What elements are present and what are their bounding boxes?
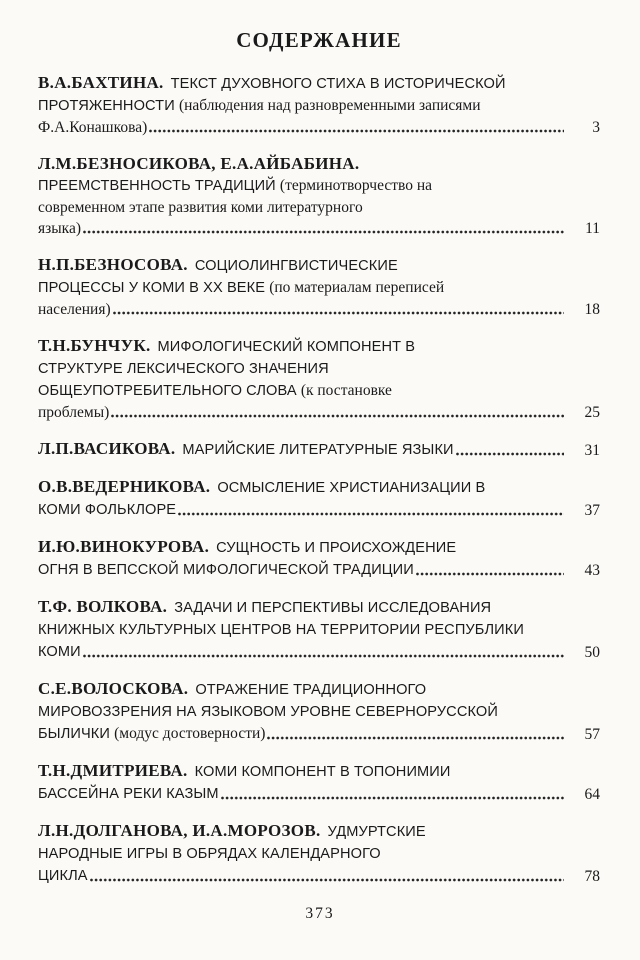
toc-entry: [38, 438, 600, 461]
toc-line-text: [38, 783, 219, 805]
entry-title-segment: Ф.А.Конашкова): [38, 119, 148, 136]
toc-line: [38, 197, 600, 218]
toc-entry: [38, 760, 600, 805]
toc-line: [38, 117, 600, 138]
toc-line-text: [38, 218, 81, 239]
dot-leader: [178, 512, 564, 516]
toc-line: [38, 358, 600, 380]
toc-entry: [38, 820, 600, 887]
entry-page-number: 31: [584, 442, 600, 459]
entry-page-number: 78: [584, 868, 600, 885]
entry-title-segment: ОГНЯ В ВЕПССКОЙ МИФОЛОГИЧЕСКОЙ ТРАДИЦИИ: [38, 562, 414, 578]
entry-title-segment: НАРОДНЫЕ ИГРЫ В ОБРЯДАХ КАЛЕНДАРНОГО: [38, 846, 381, 862]
entry-title-segment: ОСМЫСЛЕНИЕ ХРИСТИАНИЗАЦИИ В: [217, 480, 486, 496]
toc-line: [38, 760, 600, 783]
toc-line: [38, 72, 600, 95]
toc-line-text: [38, 360, 329, 377]
toc-entry: [38, 254, 600, 320]
entry-title-segment: ЦИКЛА: [38, 868, 88, 884]
entry-title-segment: ОБЩЕУПОТРЕБИТЕЛЬНОГО СЛОВА: [38, 383, 301, 399]
entry-title-segment: БАССЕЙНА РЕКИ КАЗЫМ: [38, 786, 219, 802]
entry-author: Т.Ф. ВОЛКОВА.: [38, 597, 168, 616]
entry-author: В.А.БАХТИНА.: [38, 73, 164, 92]
entry-title-segment: (по материалам переписей: [269, 279, 445, 296]
toc-line: [38, 596, 600, 619]
page-title: СОДЕРЖАНИЕ: [236, 28, 402, 52]
toc-line-text: [38, 97, 481, 114]
toc-line: [38, 277, 600, 299]
entry-title-segment: БЫЛИЧКИ: [38, 726, 115, 742]
toc-line-text: [38, 438, 454, 461]
entry-page-number: 3: [592, 119, 600, 136]
toc-entry: [38, 153, 600, 239]
entry-page-number: 50: [584, 644, 600, 661]
toc-line: [38, 865, 600, 887]
toc-entry: [38, 335, 600, 423]
entry-title-segment: населения): [38, 301, 111, 318]
entry-author: Т.Н.БУНЧУК.: [38, 336, 151, 355]
toc-line: [38, 619, 600, 641]
toc-line-text: [38, 177, 432, 194]
entry-page-number: 11: [585, 220, 600, 237]
toc-line-text: [38, 75, 506, 92]
toc-list: [38, 72, 600, 887]
entry-title-segment: ПРЕЕМСТВЕННОСТЬ ТРАДИЦИЙ: [38, 178, 280, 194]
toc-line: [38, 299, 600, 320]
toc-entry: [38, 476, 600, 521]
toc-line-text: [38, 823, 426, 840]
toc-line-text: [38, 279, 444, 296]
footer-page-number: 373: [305, 905, 335, 922]
toc-line-text: [38, 402, 109, 423]
entry-author: С.Е.ВОЛОСКОВА.: [38, 679, 189, 698]
toc-line-text: [38, 479, 485, 496]
entry-title-segment: ПРОТЯЖЕННОСТИ: [38, 98, 179, 114]
entry-page-number: 25: [584, 404, 600, 421]
entry-title-segment: языка): [38, 220, 82, 237]
toc-line: [38, 95, 600, 117]
dot-leader: [221, 796, 564, 800]
toc-entry: [38, 596, 600, 663]
entry-title-segment: СОЦИОЛИНГВИСТИЧЕСКИЕ: [194, 258, 398, 274]
toc-line: [38, 254, 600, 277]
entry-title-segment: УДМУРТСКИЕ: [327, 824, 426, 840]
toc-entry: [38, 678, 600, 745]
toc-line: [38, 723, 600, 745]
toc-line-text: [38, 641, 81, 663]
toc-line: [38, 641, 600, 663]
entry-author: Л.Н.ДОЛГАНОВА, И.А.МОРОЗОВ.: [38, 821, 321, 840]
toc-line: [38, 559, 600, 581]
toc-line-text: [38, 117, 147, 138]
toc-entry: [38, 536, 600, 581]
entry-title-segment: (наблюдения над разновременными записями: [178, 97, 481, 114]
dot-leader: [90, 878, 564, 882]
toc-line-text: [38, 257, 398, 274]
entry-title-segment: КОМИ ФОЛЬКЛОРЕ: [38, 502, 177, 518]
toc-line-text: [38, 539, 456, 556]
toc-line: [38, 380, 600, 402]
entry-title-segment: современном этапе развития коми литературного: [38, 199, 363, 216]
entry-title-segment: МАРИЙСКИЕ ЛИТЕРАТУРНЫЕ ЯЗЫКИ: [182, 442, 454, 458]
toc-line-text: [38, 156, 366, 173]
toc-line: [38, 402, 600, 423]
entry-title-segment: (к постановке: [300, 382, 392, 399]
toc-line-text: [38, 559, 414, 581]
entry-author: Н.П.БЕЗНОСОВА.: [38, 255, 188, 274]
toc-line: [38, 536, 600, 559]
toc-line-text: [38, 845, 381, 862]
toc-line: [38, 701, 600, 723]
dot-leader: [113, 311, 564, 315]
toc-entry: [38, 72, 600, 138]
entry-author: О.В.ВЕДЕРНИКОВА.: [38, 477, 211, 496]
entry-page-number: 18: [584, 301, 600, 318]
entry-title-segment: проблемы): [38, 404, 110, 421]
entry-page-number: 37: [584, 502, 600, 519]
entry-title-segment: СУЩНОСТЬ И ПРОИСХОЖДЕНИЕ: [216, 540, 457, 556]
entry-title-segment: МИФОЛОГИЧЕСКИЙ КОМПОНЕНТ В: [157, 339, 416, 355]
entry-title-segment: КОМИ КОМПОНЕНТ В ТОПОНИМИИ: [194, 764, 451, 780]
dot-leader: [111, 414, 564, 418]
entry-title-segment: (модус достоверности): [114, 725, 266, 742]
entry-title-segment: МИРОВОЗЗРЕНИЯ НА ЯЗЫКОВОМ УРОВНЕ СЕВЕРНОРУССКОЙ: [38, 704, 498, 720]
toc-line-text: [38, 703, 498, 720]
entry-page-number: 57: [584, 726, 600, 743]
dot-leader: [267, 736, 564, 740]
toc-line: [38, 218, 600, 239]
toc-line-text: [38, 299, 111, 320]
dot-leader: [456, 452, 564, 456]
dot-leader: [416, 572, 564, 576]
entry-author: И.Ю.ВИНОКУРОВА.: [38, 537, 210, 556]
entry-title-segment: КНИЖНЫХ КУЛЬТУРНЫХ ЦЕНТРОВ НА ТЕРРИТОРИИ РЕСПУБЛИКИ: [38, 622, 524, 638]
toc-line-text: [38, 681, 426, 698]
entry-author: Л.П.ВАСИКОВА.: [38, 439, 176, 458]
toc-line-text: [38, 499, 176, 521]
entry-page-number: 64: [584, 786, 600, 803]
toc-line-text: [38, 865, 88, 887]
entry-title-segment: ЗАДАЧИ И ПЕРСПЕКТИВЫ ИССЛЕДОВАНИЯ: [174, 600, 492, 616]
toc-line: [38, 438, 600, 461]
toc-line: [38, 476, 600, 499]
entry-author: Л.М.БЕЗНОСИКОВА, Е.А.АЙБАБИНА.: [38, 154, 360, 173]
dot-leader: [149, 129, 564, 133]
toc-line-text: [38, 621, 524, 638]
toc-line: [38, 843, 600, 865]
toc-line-text: [38, 199, 363, 216]
entry-author: Т.Н.ДМИТРИЕВА.: [38, 761, 188, 780]
entry-page-number: 43: [584, 562, 600, 579]
dot-leader: [83, 654, 564, 658]
toc-line: [38, 335, 600, 358]
entry-title-segment: (терминотворчество на: [279, 177, 433, 194]
entry-title-segment: СТРУКТУРЕ ЛЕКСИЧЕСКОГО ЗНАЧЕНИЯ: [38, 361, 329, 377]
toc-line: [38, 820, 600, 843]
entry-title-segment: КОМИ: [38, 644, 81, 660]
toc-line-text: [38, 599, 491, 616]
toc-line: [38, 783, 600, 805]
entry-title-segment: ОТРАЖЕНИЕ ТРАДИЦИОННОГО: [195, 682, 427, 698]
toc-line: [38, 153, 600, 175]
toc-line-text: [38, 763, 450, 780]
toc-line-text: [38, 382, 392, 399]
entry-title-segment: ТЕКСТ ДУХОВНОГО СТИХА В ИСТОРИЧЕСКОЙ: [170, 76, 506, 92]
toc-line-text: [38, 723, 265, 745]
toc-line-text: [38, 338, 415, 355]
toc-line: [38, 678, 600, 701]
entry-title-segment: ПРОЦЕССЫ У КОМИ В XX ВЕКЕ: [38, 280, 270, 296]
toc-line: [38, 499, 600, 521]
toc-line: [38, 175, 600, 197]
dot-leader: [83, 230, 564, 234]
